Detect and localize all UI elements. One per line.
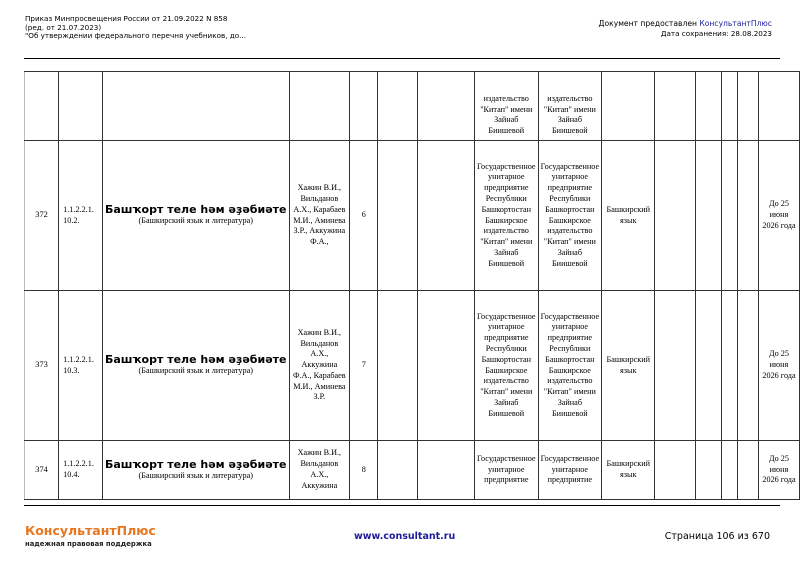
row-code: 1.1.2.2.1. 10.4. (59, 441, 103, 500)
page-counter: Страница 106 из 670 (664, 531, 770, 542)
provided-by-label: Документ предоставлен (598, 19, 700, 28)
publisher-cell: Государственное унитарное предприятие Республики Башкортостан Башкирское издательство "Китап" имени Зайнаб Биишевой (475, 291, 539, 441)
footer-divider (24, 505, 780, 506)
provided-by (599, 19, 772, 29)
book-title-bashkir: Башҡорт теле һәм әҙәбиәте (104, 353, 287, 367)
header-order-title: Приказ Минпросвещения России от 21.09.2022 N 858 (25, 14, 228, 23)
deadline: До 25 июня 2026 года (759, 141, 800, 291)
publisher-cell: Государственное унитарное предприятие (475, 441, 539, 500)
publisher-cell: издательство "Китап" имени Зайнаб Биишевой (538, 72, 602, 141)
publisher-cell: Государственное унитарное предприятие Республики Башкортостан Башкирское издательство "Китап" имени Зайнаб Биишевой (538, 291, 602, 441)
header-subject: "Об утверждении федерального перечня учебников, до... (25, 31, 246, 41)
deadline: До 25 июня 2026 года (759, 441, 800, 500)
footer-website-link[interactable]: www.consultant.ru (354, 531, 456, 542)
table-row-continuation (25, 72, 800, 141)
grade: 8 (350, 441, 378, 500)
grade: 6 (350, 141, 378, 291)
publisher-cell: издательство "Китап" имени Зайнаб Биишевой (475, 72, 539, 141)
language: Башкирский язык (602, 141, 655, 291)
authors: Хажин В.И., Вильданов А.Х., Аккужина (289, 441, 350, 500)
textbook-list-table (24, 71, 800, 500)
footer-tagline: надежная правовая поддержка (25, 540, 152, 548)
provided-by-brand-link[interactable]: КонсультантПлюс (699, 19, 772, 28)
language: Башкирский язык (602, 291, 655, 441)
save-date: Дата сохранения: 28.08.2023 (660, 28, 772, 38)
table-row (25, 441, 800, 500)
authors: Хажин В.И., Вильданов А.Х., Аккужина Ф.А., Карабаев М.И., Аминева З.Р. (289, 291, 350, 441)
book-title-bashkir: Башҡорт теле һәм әҙәбиәте (104, 457, 287, 471)
row-code: 1.1.2.2.1. 10.2. (59, 141, 103, 291)
book-title-russian: (Башкирский язык и литература) (138, 470, 253, 480)
publisher-cell: Государственное унитарное предприятие Республики Башкортостан Башкирское издательство "Китап" имени Зайнаб Биишевой (538, 141, 602, 291)
authors: Хажин В.И., Вильданов А.Х., Карабаев М.И., Аминева З.Р., Аккужина Ф.А., (289, 141, 350, 291)
book-title-bashkir: Башҡорт теле һәм әҙәбиәте (104, 203, 287, 217)
publisher-cell: Государственное унитарное предприятие (538, 441, 602, 500)
book-title (102, 441, 289, 500)
row-number: 373 (25, 291, 59, 441)
header-divider (24, 58, 780, 59)
row-number: 374 (25, 441, 59, 500)
book-title (102, 291, 289, 441)
publisher-cell: Государственное унитарное предприятие Республики Башкортостан Башкирское издательство "Китап" имени Зайнаб Биишевой (475, 141, 539, 291)
document-header-left (25, 15, 246, 41)
header-revision: (ред. от 21.07.2023) (25, 22, 102, 32)
grade: 7 (350, 291, 378, 441)
row-number: 372 (25, 141, 59, 291)
language: Башкирский язык (602, 441, 655, 500)
book-title-russian: (Башкирский язык и литература) (138, 366, 253, 376)
deadline: До 25 июня 2026 года (759, 291, 800, 441)
document-header-right (599, 19, 772, 38)
table-row (25, 141, 800, 291)
book-title-russian: (Башкирский язык и литература) (138, 216, 253, 226)
book-title (102, 141, 289, 291)
footer-brand-logo[interactable]: КонсультантПлюс (25, 523, 156, 538)
row-code: 1.1.2.2.1. 10.3. (59, 291, 103, 441)
table-row (25, 291, 800, 441)
